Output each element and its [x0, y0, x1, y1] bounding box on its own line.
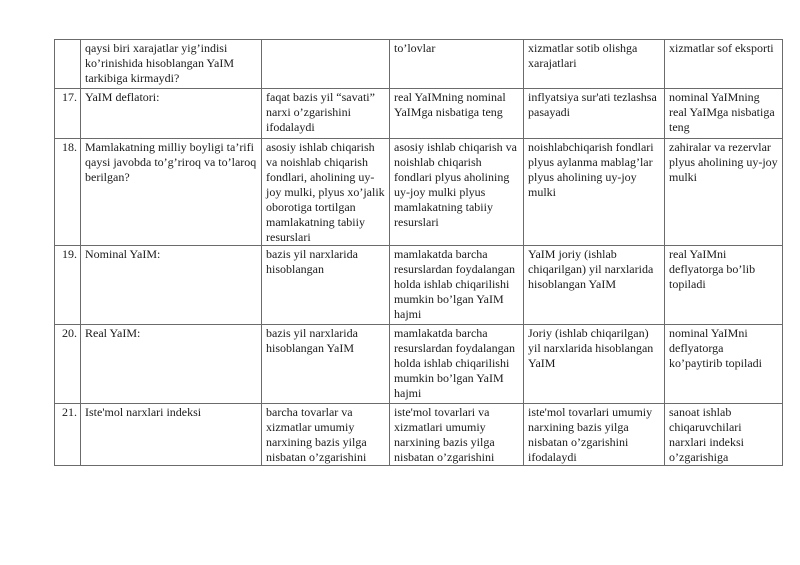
question-text: qaysi biri xarajatlar yig’indisi ko’rinishida hisoblangan YaIM tarkibiga kirmaydi?	[81, 40, 262, 89]
answer-option-c: xizmatlar sotib olishga xarajatlari	[524, 40, 665, 89]
answer-option-b: real YaIMning nominal YaIMga nisbatiga teng	[390, 89, 524, 139]
answer-option-b: iste'mol tovarlari va xizmatlari umumiy narxining bazis yilga nisbatan o’zgarishini	[390, 404, 524, 466]
table-row	[55, 139, 783, 246]
question-text: Mamlakatning milliy boyligi ta’rifi qaysi javobda to’g’riroq va to’laroq berilgan?	[81, 139, 262, 246]
question-text: Real YaIM:	[81, 325, 262, 404]
question-number: 18.	[55, 139, 81, 246]
answer-option-c: inflyatsiya sur'ati tezlashsa pasayadi	[524, 89, 665, 139]
answer-option-c: YaIM joriy (ishlab chiqarilgan) yil narxlarida hisoblangan YaIM	[524, 246, 665, 325]
question-number: 20.	[55, 325, 81, 404]
table-row	[55, 246, 783, 325]
answer-option-a: asosiy ishlab chiqarish va noishlab chiqarish fondlari, aholining uy-joy mulki, plyus xo’jalik oborotiga tortilgan mamlakatning tabiiy resurslari	[262, 139, 390, 246]
answer-option-a: faqat bazis yil “savati” narxi o’zgarishini ifodalaydi	[262, 89, 390, 139]
table-row	[55, 325, 783, 404]
table-row	[55, 40, 783, 89]
answer-option-d: xizmatlar sof eksporti	[665, 40, 783, 89]
answer-option-a: barcha tovarlar va xizmatlar umumiy narxining bazis yilga nisbatan o’zgarishini	[262, 404, 390, 466]
answer-option-d: sanoat ishlab chiqaruvchilari narxlari indeksi o’zgarishiga	[665, 404, 783, 466]
answer-option-d: nominal YaIMning real YaIMga nisbatiga teng	[665, 89, 783, 139]
question-number: 19.	[55, 246, 81, 325]
question-text: Nominal YaIM:	[81, 246, 262, 325]
answer-option-d: nominal YaIMni deflyatorga ko’paytirib topiladi	[665, 325, 783, 404]
question-number: 17.	[55, 89, 81, 139]
question-number: 21.	[55, 404, 81, 466]
answer-option-d: real YaIMni deflyatorga bo’lib topiladi	[665, 246, 783, 325]
answer-option-c: noishlabchiqarish fondlari plyus aylanma mablag’lar plyus aholining uy-joy mulki	[524, 139, 665, 246]
answer-option-b: asosiy ishlab chiqarish va noishlab chiqarish fondlari plyus aholining uy-joy mulki plyus mamlakatning tabiiy resurslari	[390, 139, 524, 246]
test-questions-table	[54, 39, 783, 466]
answer-option-b: to’lovlar	[390, 40, 524, 89]
question-text: YaIM deflatori:	[81, 89, 262, 139]
question-number	[55, 40, 81, 89]
answer-option-b: mamlakatda barcha resurslardan foydalangan holda ishlab chiqarilishi mumkin bo’lgan YaIM hajmi	[390, 325, 524, 404]
answer-option-d: zahiralar va rezervlar plyus aholining uy-joy mulki	[665, 139, 783, 246]
answer-option-a: bazis yil narxlarida hisoblangan	[262, 246, 390, 325]
question-text: Iste'mol narxlari indeksi	[81, 404, 262, 466]
table-row	[55, 89, 783, 139]
table-row	[55, 404, 783, 466]
answer-option-c: iste'mol tovarlari umumiy narxining bazis yilga nisbatan o’zgarishini ifodalaydi	[524, 404, 665, 466]
answer-option-c: Joriy (ishlab chiqarilgan) yil narxlarida hisoblangan YaIM	[524, 325, 665, 404]
answer-option-b: mamlakatda barcha resurslardan foydalangan holda ishlab chiqarilishi mumkin bo’lgan YaIM hajmi	[390, 246, 524, 325]
answer-option-a	[262, 40, 390, 89]
answer-option-a: bazis yil narxlarida hisoblangan YaIM	[262, 325, 390, 404]
